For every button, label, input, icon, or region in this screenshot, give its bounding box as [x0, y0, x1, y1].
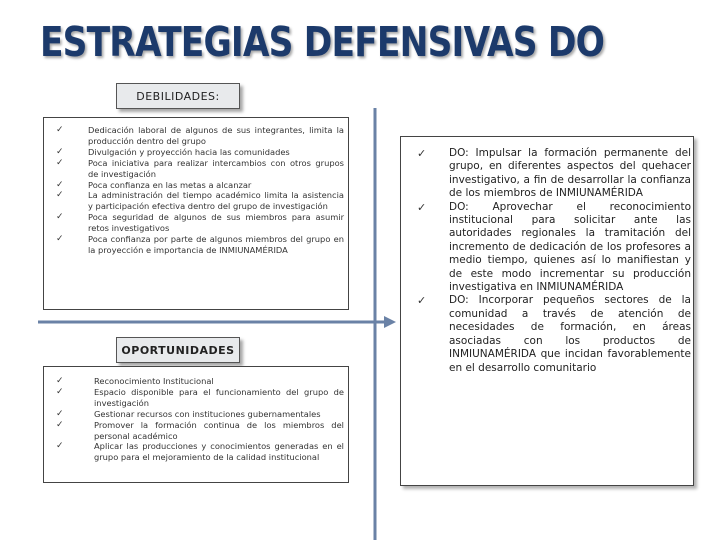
page-title: ESTRATEGIAS DEFENSIVAS DO	[40, 18, 605, 66]
list-item: ✓ DO: Incorporar pequeños sectores de la comunidad a través de atención de necesidades de formación, en áreas asociadas con los productos de INMIUNAMÉRIDA que incidan favorablemente en el desarrollo comunitario	[417, 294, 691, 374]
check-icon: ✓	[56, 125, 64, 135]
list-item: ✓ Gestionar recursos con instituciones gubernamentales	[56, 408, 321, 419]
check-icon: ✓	[417, 200, 427, 214]
list-item: ✓ Promover la formación continua de los miembros del personal académico	[56, 419, 344, 441]
check-icon: ✓	[56, 212, 64, 223]
list-item: ✓ Poca seguridad de algunos de sus miembros para asumir retos investigativos	[56, 212, 344, 234]
check-icon: ✓	[56, 179, 64, 190]
list-item: ✓ La administración del tiempo académico limita la asistencia y participación efectiva dentro del grupo de investigación	[56, 190, 344, 212]
debilidades-header: DEBILIDADES:	[116, 83, 240, 109]
list-item: ✓ DO: Aprovechar el reconocimiento institucional para solicitar ante las autoridades regionales la tramitación del incremento de dedicación de los profesores a medio tiempo, quienes así lo manifiestan y de este modo incrementar su producción investigativa en INMIUNAMÉRIDA	[417, 200, 691, 294]
debilidades-panel	[43, 117, 349, 310]
estrategias-do-panel	[400, 136, 694, 486]
arrow-right-icon	[384, 316, 396, 328]
list-item: ✓ DO: Impulsar la formación permanente del grupo, en diferentes aspectos del quehacer investigativo, a fin de desarrollar la confianza de los miembros de INMIUNAMÉRIDA	[417, 147, 691, 200]
check-icon: ✓	[56, 376, 64, 386]
check-icon: ✓	[56, 146, 64, 157]
check-icon: ✓	[417, 294, 427, 308]
check-icon: ✓	[56, 386, 64, 397]
list-item: ✓ Divulgación y proyección hacia las comunidades	[56, 146, 290, 157]
check-icon: ✓	[56, 190, 64, 201]
check-icon: ✓	[56, 234, 64, 245]
list-item: ✓ Poca iniciativa para realizar intercambios con otros grupos de investigación	[56, 157, 344, 179]
list-item: ✓ Reconocimiento Institucional	[56, 376, 214, 386]
list-item: ✓ Poca confianza en las metas a alcanzar	[56, 179, 252, 190]
oportunidades-list	[52, 376, 344, 463]
list-item: ✓ Dedicación laboral de algunos de sus integrantes, limita la producción dentro del grupo	[56, 125, 344, 146]
estrategias-list	[415, 147, 691, 375]
check-icon: ✓	[56, 419, 64, 430]
debilidades-list	[52, 125, 344, 256]
check-icon: ✓	[56, 157, 64, 168]
check-icon: ✓	[56, 441, 64, 452]
oportunidades-header: OPORTUNIDADES	[116, 337, 240, 363]
list-item: ✓ Poca confianza por parte de algunos miembros del grupo en la proyección e importancia de INMIUNAMÉRIDA	[56, 234, 344, 255]
list-item: ✓ Aplicar las producciones y conocimientos generadas en el grupo para el mejoramiento de la calidad institucional	[56, 441, 344, 463]
check-icon: ✓	[56, 408, 64, 419]
oportunidades-panel	[43, 366, 349, 483]
list-item: ✓ Espacio disponible para el funcionamiento del grupo de investigación	[56, 386, 344, 408]
check-icon: ✓	[417, 147, 427, 160]
